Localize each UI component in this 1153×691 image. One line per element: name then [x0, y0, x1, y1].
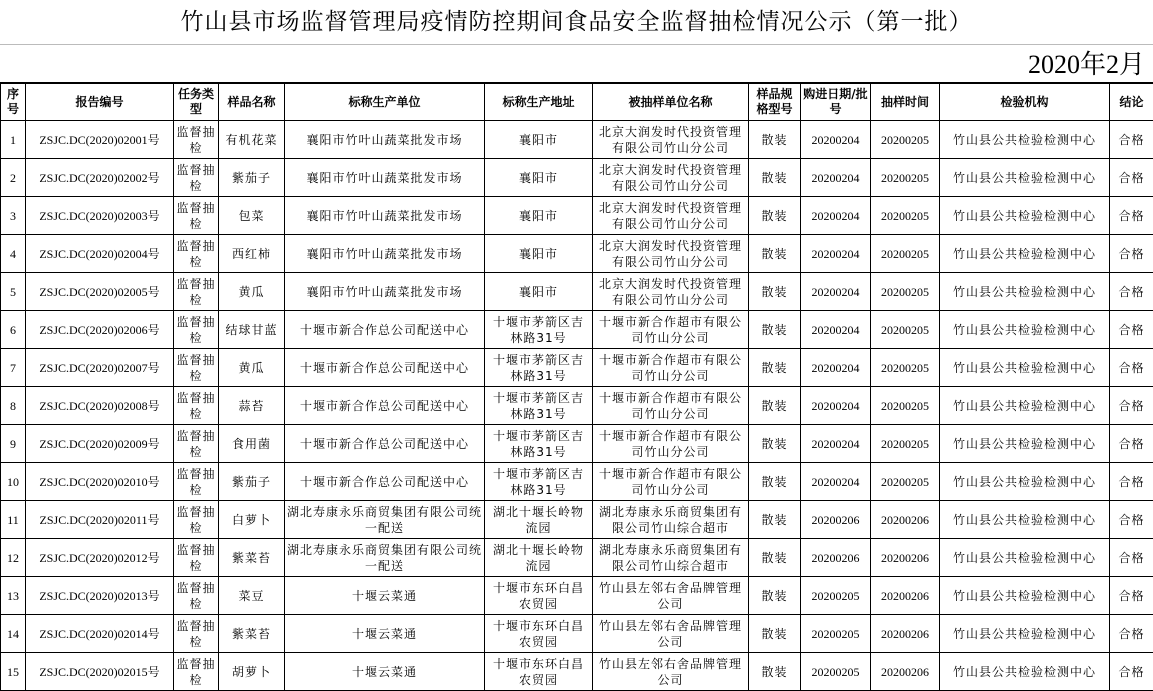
conclusion-cell: 合格	[1110, 273, 1153, 311]
conclusion-cell: 合格	[1110, 501, 1153, 539]
inspection-agency-cell: 竹山县公共检验检测中心	[940, 501, 1110, 539]
sampled-unit-cell: 北京大润发时代投资管理有限公司竹山分公司	[593, 235, 749, 273]
task-type-cell: 监督抽检	[174, 653, 219, 691]
manufacturer-address-cell: 襄阳市	[485, 121, 593, 159]
task-type-cell: 监督抽检	[174, 463, 219, 501]
table-row	[1, 273, 1153, 311]
sample-name-cell: 蒜苔	[219, 387, 285, 425]
sample-name-cell: 西红柿	[219, 235, 285, 273]
purchase-date-cell: 20200205	[801, 615, 871, 653]
task-type-cell: 监督抽检	[174, 235, 219, 273]
sample-spec-cell: 散装	[749, 615, 801, 653]
row-number-cell: 15	[1, 653, 26, 691]
purchase-date-cell: 20200204	[801, 235, 871, 273]
row-number-cell: 3	[1, 197, 26, 235]
table-header-row	[1, 84, 1153, 121]
inspection-agency-cell: 竹山县公共检验检测中心	[940, 463, 1110, 501]
task-type-cell: 监督抽检	[174, 539, 219, 577]
table-row	[1, 501, 1153, 539]
sample-name-cell: 食用菌	[219, 425, 285, 463]
header-cell: 样品规格型号	[749, 84, 801, 121]
row-number-cell: 11	[1, 501, 26, 539]
manufacturer-address-cell: 湖北十堰长岭物流园	[485, 539, 593, 577]
sampling-date-cell: 20200205	[871, 159, 940, 197]
sample-spec-cell: 散装	[749, 197, 801, 235]
header-cell: 检验机构	[940, 84, 1110, 121]
conclusion-cell: 合格	[1110, 197, 1153, 235]
purchase-date-cell: 20200204	[801, 311, 871, 349]
sampled-unit-cell: 十堰市新合作超市有限公司竹山分公司	[593, 425, 749, 463]
conclusion-cell: 合格	[1110, 463, 1153, 501]
task-type-cell: 监督抽检	[174, 121, 219, 159]
sampled-unit-cell: 竹山县左邻右舍品牌管理公司	[593, 615, 749, 653]
row-number-cell: 9	[1, 425, 26, 463]
sampled-unit-cell: 北京大润发时代投资管理有限公司竹山分公司	[593, 159, 749, 197]
sample-name-cell: 白萝卜	[219, 501, 285, 539]
table-row	[1, 311, 1153, 349]
sampling-date-cell: 20200206	[871, 501, 940, 539]
conclusion-cell: 合格	[1110, 653, 1153, 691]
sampled-unit-cell: 北京大润发时代投资管理有限公司竹山分公司	[593, 273, 749, 311]
sampled-unit-cell: 湖北寿康永乐商贸集团有限公司竹山综合超市	[593, 539, 749, 577]
purchase-date-cell: 20200206	[801, 539, 871, 577]
sampled-unit-cell: 竹山县左邻右舍品牌管理公司	[593, 577, 749, 615]
report-number-cell: ZSJC.DC(2020)02002号	[26, 159, 174, 197]
report-number-cell: ZSJC.DC(2020)02001号	[26, 121, 174, 159]
table-row	[1, 577, 1153, 615]
task-type-cell: 监督抽检	[174, 387, 219, 425]
sample-spec-cell: 散装	[749, 463, 801, 501]
manufacturer-address-cell: 湖北十堰长岭物流园	[485, 501, 593, 539]
header-cell: 结论	[1110, 84, 1153, 121]
table-body	[1, 121, 1153, 691]
table-row	[1, 463, 1153, 501]
conclusion-cell: 合格	[1110, 349, 1153, 387]
manufacturer-cell: 十堰云菜通	[285, 653, 485, 691]
task-type-cell: 监督抽检	[174, 425, 219, 463]
conclusion-cell: 合格	[1110, 387, 1153, 425]
report-number-cell: ZSJC.DC(2020)02015号	[26, 653, 174, 691]
sampled-unit-cell: 十堰市新合作超市有限公司竹山分公司	[593, 311, 749, 349]
row-number-cell: 10	[1, 463, 26, 501]
manufacturer-address-cell: 十堰市茅箭区吉林路31号	[485, 387, 593, 425]
inspection-agency-cell: 竹山县公共检验检测中心	[940, 425, 1110, 463]
manufacturer-address-cell: 十堰市茅箭区吉林路31号	[485, 311, 593, 349]
header-cell: 标称生产单位	[285, 84, 485, 121]
manufacturer-cell: 襄阳市竹叶山蔬菜批发市场	[285, 159, 485, 197]
row-number-cell: 14	[1, 615, 26, 653]
table-row	[1, 235, 1153, 273]
task-type-cell: 监督抽检	[174, 311, 219, 349]
sampling-date-cell: 20200206	[871, 615, 940, 653]
manufacturer-address-cell: 襄阳市	[485, 273, 593, 311]
purchase-date-cell: 20200205	[801, 577, 871, 615]
table-row	[1, 121, 1153, 159]
sampling-date-cell: 20200205	[871, 463, 940, 501]
task-type-cell: 监督抽检	[174, 577, 219, 615]
sampling-date-cell: 20200205	[871, 273, 940, 311]
report-number-cell: ZSJC.DC(2020)02005号	[26, 273, 174, 311]
row-number-cell: 5	[1, 273, 26, 311]
page-title: 竹山县市场监督管理局疫情防控期间食品安全监督抽检情况公示（第一批）	[0, 0, 1153, 45]
report-number-cell: ZSJC.DC(2020)02011号	[26, 501, 174, 539]
table-row	[1, 425, 1153, 463]
purchase-date-cell: 20200206	[801, 501, 871, 539]
sample-spec-cell: 散装	[749, 501, 801, 539]
table-row	[1, 539, 1153, 577]
table-row	[1, 615, 1153, 653]
report-number-cell: ZSJC.DC(2020)02007号	[26, 349, 174, 387]
task-type-cell: 监督抽检	[174, 159, 219, 197]
sampling-date-cell: 20200205	[871, 387, 940, 425]
manufacturer-cell: 襄阳市竹叶山蔬菜批发市场	[285, 121, 485, 159]
row-number-cell: 1	[1, 121, 26, 159]
sampled-unit-cell: 湖北寿康永乐商贸集团有限公司竹山综合超市	[593, 501, 749, 539]
manufacturer-address-cell: 襄阳市	[485, 159, 593, 197]
manufacturer-address-cell: 襄阳市	[485, 197, 593, 235]
inspection-agency-cell: 竹山县公共检验检测中心	[940, 235, 1110, 273]
purchase-date-cell: 20200204	[801, 349, 871, 387]
conclusion-cell: 合格	[1110, 311, 1153, 349]
sample-name-cell: 有机花菜	[219, 121, 285, 159]
manufacturer-cell: 十堰市新合作总公司配送中心	[285, 425, 485, 463]
task-type-cell: 监督抽检	[174, 501, 219, 539]
task-type-cell: 监督抽检	[174, 197, 219, 235]
manufacturer-cell: 湖北寿康永乐商贸集团有限公司统一配送	[285, 539, 485, 577]
conclusion-cell: 合格	[1110, 121, 1153, 159]
manufacturer-address-cell: 襄阳市	[485, 235, 593, 273]
manufacturer-address-cell: 十堰市茅箭区吉林路31号	[485, 349, 593, 387]
row-number-cell: 7	[1, 349, 26, 387]
conclusion-cell: 合格	[1110, 615, 1153, 653]
row-number-cell: 8	[1, 387, 26, 425]
purchase-date-cell: 20200204	[801, 425, 871, 463]
conclusion-cell: 合格	[1110, 159, 1153, 197]
sampled-unit-cell: 十堰市新合作超市有限公司竹山分公司	[593, 349, 749, 387]
inspection-agency-cell: 竹山县公共检验检测中心	[940, 197, 1110, 235]
inspection-agency-cell: 竹山县公共检验检测中心	[940, 653, 1110, 691]
report-number-cell: ZSJC.DC(2020)02008号	[26, 387, 174, 425]
sample-name-cell: 结球甘蓝	[219, 311, 285, 349]
table-row	[1, 387, 1153, 425]
manufacturer-address-cell: 十堰市东环白昌农贸园	[485, 577, 593, 615]
task-type-cell: 监督抽检	[174, 273, 219, 311]
row-number-cell: 12	[1, 539, 26, 577]
manufacturer-address-cell: 十堰市茅箭区吉林路31号	[485, 463, 593, 501]
sample-spec-cell: 散装	[749, 653, 801, 691]
table-row	[1, 197, 1153, 235]
sample-name-cell: 黄瓜	[219, 349, 285, 387]
inspection-table	[0, 83, 1153, 691]
inspection-agency-cell: 竹山县公共检验检测中心	[940, 121, 1110, 159]
sampled-unit-cell: 北京大润发时代投资管理有限公司竹山分公司	[593, 121, 749, 159]
header-cell: 样品名称	[219, 84, 285, 121]
header-cell: 购进日期/批号	[801, 84, 871, 121]
report-number-cell: ZSJC.DC(2020)02010号	[26, 463, 174, 501]
task-type-cell: 监督抽检	[174, 349, 219, 387]
manufacturer-address-cell: 十堰市茅箭区吉林路31号	[485, 425, 593, 463]
sample-spec-cell: 散装	[749, 121, 801, 159]
row-number-cell: 13	[1, 577, 26, 615]
sample-spec-cell: 散装	[749, 235, 801, 273]
header-cell: 标称生产地址	[485, 84, 593, 121]
manufacturer-cell: 湖北寿康永乐商贸集团有限公司统一配送	[285, 501, 485, 539]
manufacturer-cell: 襄阳市竹叶山蔬菜批发市场	[285, 197, 485, 235]
manufacturer-cell: 十堰市新合作总公司配送中心	[285, 463, 485, 501]
row-number-cell: 2	[1, 159, 26, 197]
purchase-date-cell: 20200205	[801, 653, 871, 691]
report-number-cell: ZSJC.DC(2020)02003号	[26, 197, 174, 235]
table-row	[1, 159, 1153, 197]
header-cell: 报告编号	[26, 84, 174, 121]
sampled-unit-cell: 竹山县左邻右舍品牌管理公司	[593, 653, 749, 691]
header-cell: 被抽样单位名称	[593, 84, 749, 121]
purchase-date-cell: 20200204	[801, 463, 871, 501]
sampling-date-cell: 20200205	[871, 425, 940, 463]
sampled-unit-cell: 北京大润发时代投资管理有限公司竹山分公司	[593, 197, 749, 235]
sampling-date-cell: 20200205	[871, 311, 940, 349]
row-number-cell: 4	[1, 235, 26, 273]
conclusion-cell: 合格	[1110, 577, 1153, 615]
header-cell: 任务类型	[174, 84, 219, 121]
manufacturer-cell: 襄阳市竹叶山蔬菜批发市场	[285, 235, 485, 273]
inspection-agency-cell: 竹山县公共检验检测中心	[940, 349, 1110, 387]
sampling-date-cell: 20200205	[871, 235, 940, 273]
manufacturer-address-cell: 十堰市东环白昌农贸园	[485, 653, 593, 691]
inspection-agency-cell: 竹山县公共检验检测中心	[940, 311, 1110, 349]
sampling-date-cell: 20200205	[871, 349, 940, 387]
sample-name-cell: 菜豆	[219, 577, 285, 615]
sampled-unit-cell: 十堰市新合作超市有限公司竹山分公司	[593, 387, 749, 425]
manufacturer-cell: 十堰市新合作总公司配送中心	[285, 387, 485, 425]
inspection-agency-cell: 竹山县公共检验检测中心	[940, 615, 1110, 653]
sample-spec-cell: 散装	[749, 349, 801, 387]
table-row	[1, 349, 1153, 387]
sample-name-cell: 黄瓜	[219, 273, 285, 311]
table-row	[1, 653, 1153, 691]
sample-name-cell: 紫茄子	[219, 159, 285, 197]
manufacturer-address-cell: 十堰市东环白昌农贸园	[485, 615, 593, 653]
inspection-agency-cell: 竹山县公共检验检测中心	[940, 539, 1110, 577]
sampling-date-cell: 20200206	[871, 539, 940, 577]
inspection-agency-cell: 竹山县公共检验检测中心	[940, 577, 1110, 615]
inspection-agency-cell: 竹山县公共检验检测中心	[940, 387, 1110, 425]
sample-spec-cell: 散装	[749, 311, 801, 349]
purchase-date-cell: 20200204	[801, 121, 871, 159]
publish-date: 2020年2月	[0, 45, 1153, 83]
sample-name-cell: 胡萝卜	[219, 653, 285, 691]
manufacturer-cell: 十堰云菜通	[285, 615, 485, 653]
inspection-agency-cell: 竹山县公共检验检测中心	[940, 273, 1110, 311]
purchase-date-cell: 20200204	[801, 387, 871, 425]
sampling-date-cell: 20200206	[871, 577, 940, 615]
purchase-date-cell: 20200204	[801, 273, 871, 311]
conclusion-cell: 合格	[1110, 425, 1153, 463]
manufacturer-cell: 十堰市新合作总公司配送中心	[285, 311, 485, 349]
conclusion-cell: 合格	[1110, 235, 1153, 273]
report-number-cell: ZSJC.DC(2020)02012号	[26, 539, 174, 577]
sampling-date-cell: 20200205	[871, 197, 940, 235]
sampling-date-cell: 20200205	[871, 121, 940, 159]
sample-name-cell: 紫菜苔	[219, 615, 285, 653]
sample-name-cell: 紫菜苔	[219, 539, 285, 577]
header-cell: 序号	[1, 84, 26, 121]
sample-spec-cell: 散装	[749, 539, 801, 577]
sample-name-cell: 紫茄子	[219, 463, 285, 501]
purchase-date-cell: 20200204	[801, 197, 871, 235]
header-cell: 抽样时间	[871, 84, 940, 121]
sampled-unit-cell: 十堰市新合作超市有限公司竹山分公司	[593, 463, 749, 501]
conclusion-cell: 合格	[1110, 539, 1153, 577]
report-number-cell: ZSJC.DC(2020)02009号	[26, 425, 174, 463]
report-number-cell: ZSJC.DC(2020)02014号	[26, 615, 174, 653]
sample-spec-cell: 散装	[749, 387, 801, 425]
row-number-cell: 6	[1, 311, 26, 349]
sample-spec-cell: 散装	[749, 425, 801, 463]
manufacturer-cell: 十堰云菜通	[285, 577, 485, 615]
inspection-agency-cell: 竹山县公共检验检测中心	[940, 159, 1110, 197]
sample-spec-cell: 散装	[749, 159, 801, 197]
sample-name-cell: 包菜	[219, 197, 285, 235]
sample-spec-cell: 散装	[749, 577, 801, 615]
purchase-date-cell: 20200204	[801, 159, 871, 197]
sample-spec-cell: 散装	[749, 273, 801, 311]
report-number-cell: ZSJC.DC(2020)02004号	[26, 235, 174, 273]
report-number-cell: ZSJC.DC(2020)02013号	[26, 577, 174, 615]
manufacturer-cell: 十堰市新合作总公司配送中心	[285, 349, 485, 387]
manufacturer-cell: 襄阳市竹叶山蔬菜批发市场	[285, 273, 485, 311]
sampling-date-cell: 20200206	[871, 653, 940, 691]
report-number-cell: ZSJC.DC(2020)02006号	[26, 311, 174, 349]
task-type-cell: 监督抽检	[174, 615, 219, 653]
